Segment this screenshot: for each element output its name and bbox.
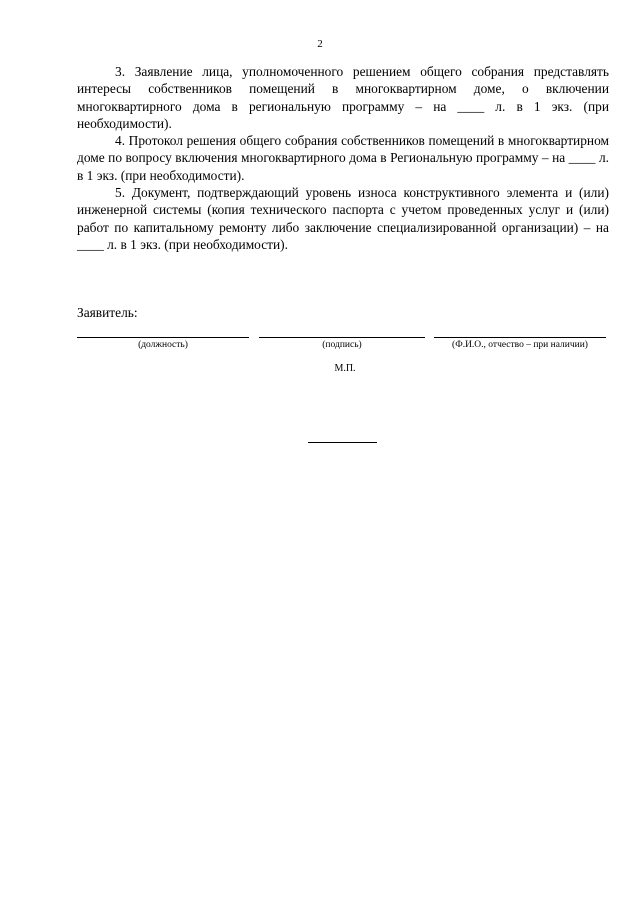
position-signature-line xyxy=(77,337,249,338)
stamp-label: М.П. xyxy=(334,363,356,374)
full-name-caption: (Ф.И.О., отчество – при наличии) xyxy=(452,340,588,350)
signature-caption: (подпись) xyxy=(322,340,362,350)
paragraph-item-5: 5. Документ, подтверждающий уровень износа конструктивного элемента и (или) инженерной системы (копия технического паспорта с учетом проведенных услуг и (или) работ по капитальному ремонту либо заключение специализированной организации) – на ____ л. в 1 экз. (при необходимости). xyxy=(77,185,609,252)
document-body xyxy=(77,63,609,253)
signer-label: Заявитель: xyxy=(77,305,138,320)
signature-line xyxy=(259,337,425,338)
paragraph-item-4: 4. Протокол решения общего собрания собственников помещений в многоквартирном доме по вопросу включения многоквартирного дома в Региональную программу – на ____ л. в 1 экз. (при необходимости). xyxy=(77,133,609,183)
end-divider xyxy=(308,442,377,443)
paragraph-item-3: 3. Заявление лица, уполномоченного решением общего собрания представлять интересы собственников помещений в многоквартирном доме, о включении многоквартирного дома в региональную программу – на ____ л. в 1 экз. (при необходимости). xyxy=(77,64,609,131)
page-number: 2 xyxy=(317,38,323,50)
position-caption: (должность) xyxy=(138,340,188,350)
full-name-signature-line xyxy=(434,337,606,338)
